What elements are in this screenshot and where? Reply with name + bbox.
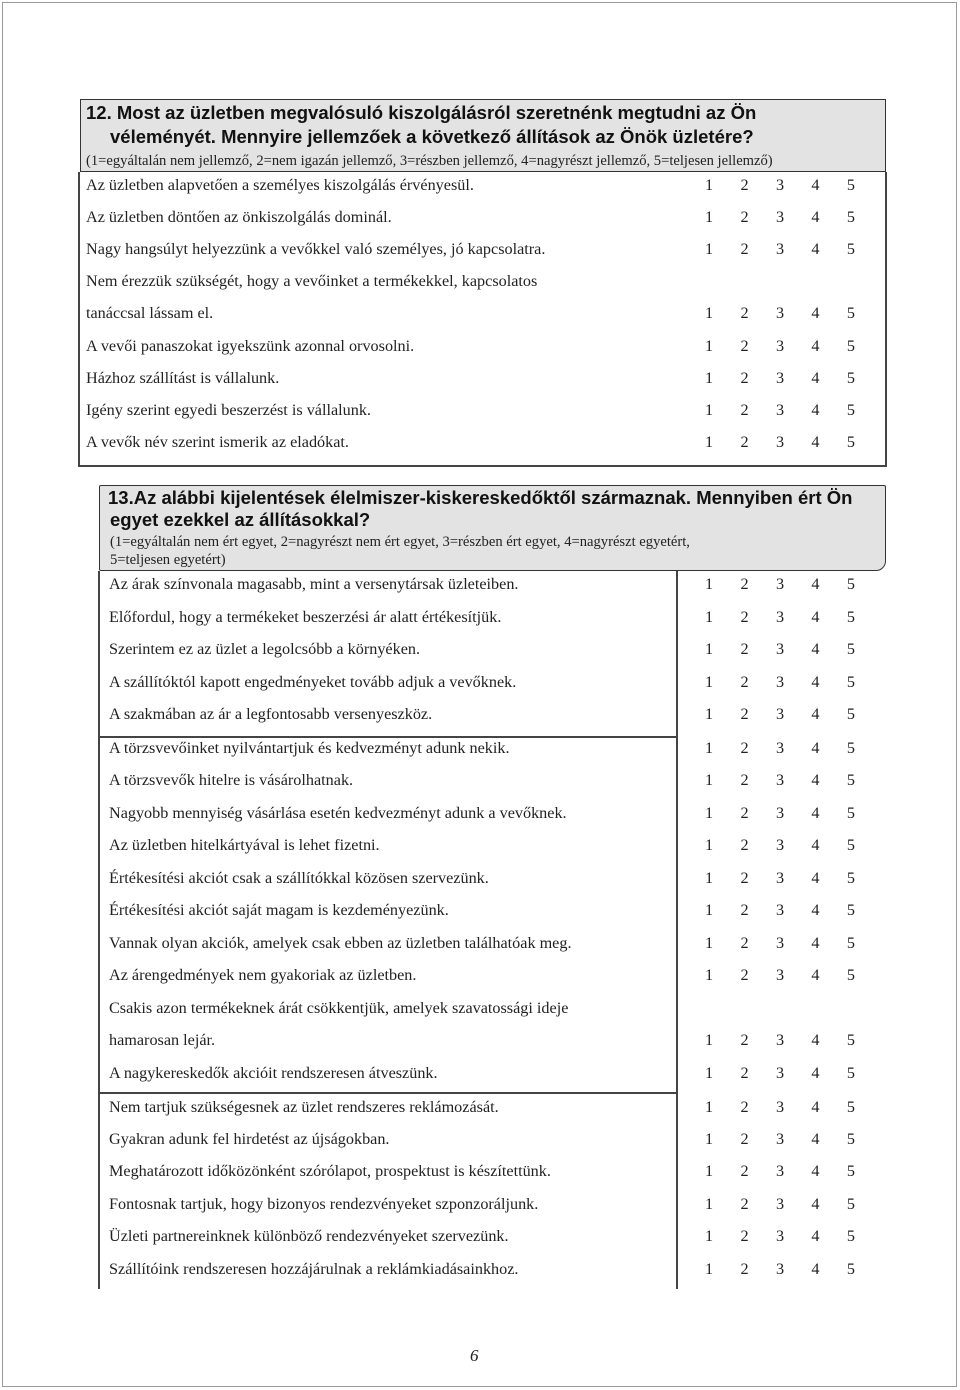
rating-scale (705, 1062, 855, 1084)
rating-option[interactable]: 4 (811, 208, 820, 226)
rating-scale (705, 335, 855, 357)
q13-statement: A szakmában az ár a legfontosabb versenyeszköz. (109, 705, 433, 723)
rating-option[interactable]: 2 (740, 575, 749, 593)
rating-option[interactable]: 3 (775, 1130, 785, 1148)
q13-statement: Csakis azon termékeknek árát csökkentjük, amelyek szavatossági ideje (109, 999, 569, 1017)
rating-option[interactable]: 4 (811, 1162, 820, 1180)
rating-option[interactable]: 5 (846, 304, 855, 322)
rating-option[interactable]: 4 (811, 337, 820, 355)
rating-option[interactable]: 5 (846, 836, 855, 854)
rating-option[interactable]: 1 (705, 869, 714, 887)
rating-option[interactable]: 4 (811, 705, 820, 723)
q13-statement: Az üzletben hitelkártyával is lehet fizetni. (109, 836, 380, 854)
rating-option[interactable]: 2 (740, 869, 749, 887)
rating-option[interactable]: 2 (740, 836, 749, 854)
rating-option[interactable]: 2 (740, 304, 749, 322)
q13-left-border (98, 571, 100, 1289)
rating-option[interactable]: 2 (740, 934, 749, 952)
rating-option[interactable]: 4 (811, 804, 820, 822)
rating-option[interactable]: 3 (775, 869, 785, 887)
rating-scale (705, 1193, 855, 1215)
rating-option[interactable]: 5 (846, 771, 855, 789)
rating-option[interactable]: 4 (811, 869, 820, 887)
rating-scale (705, 206, 855, 228)
rating-option[interactable]: 3 (775, 836, 785, 854)
rating-option[interactable]: 1 (705, 1130, 714, 1148)
rating-option[interactable]: 1 (705, 369, 714, 387)
rating-option[interactable]: 3 (775, 934, 785, 952)
rating-option[interactable]: 5 (846, 705, 855, 723)
rating-option[interactable]: 3 (775, 966, 785, 984)
rating-scale (705, 606, 855, 628)
q13-statement: Üzleti partnereinknek különböző rendezvényeket szervezünk. (109, 1227, 509, 1245)
rating-scale (705, 964, 855, 986)
q12-statement: Nem érezzük szükségét, hogy a vevőinket a termékekkel, kapcsolatos (86, 272, 538, 290)
q12-scale: (1=egyáltalán nem jellemző, 2=nem igazán jellemző, 3=részben jellemző, 4=nagyrészt jellemző, 5=teljesen jellemző) (86, 153, 773, 169)
q12-statement: A vevői panaszokat igyekszünk azonnal orvosolni. (86, 337, 415, 355)
rating-scale (705, 1225, 855, 1247)
q13-group-divider-2 (98, 1092, 677, 1094)
rating-option[interactable]: 2 (740, 433, 749, 451)
rating-option[interactable]: 2 (740, 1227, 749, 1245)
rating-option[interactable]: 5 (846, 673, 855, 691)
q12-right-border (885, 172, 887, 466)
rating-option[interactable]: 5 (846, 176, 855, 194)
q13-statement: A szállítóktól kapott engedményeket tovább adjuk a vevőknek. (109, 673, 517, 691)
rating-scale (705, 802, 855, 824)
rating-option[interactable]: 2 (740, 1031, 749, 1049)
rating-option[interactable]: 4 (811, 836, 820, 854)
rating-scale (705, 1258, 855, 1280)
rating-option[interactable]: 5 (846, 1064, 855, 1082)
rating-option[interactable]: 3 (775, 575, 785, 593)
rating-option[interactable]: 5 (846, 369, 855, 387)
rating-option[interactable]: 3 (775, 640, 785, 658)
rating-option[interactable]: 1 (705, 673, 714, 691)
rating-option[interactable]: 1 (705, 433, 714, 451)
rating-option[interactable]: 1 (705, 575, 714, 593)
q13-statement: hamarosan lejár. (109, 1031, 216, 1049)
rating-option[interactable]: 4 (811, 1227, 820, 1245)
rating-option[interactable]: 2 (740, 739, 749, 757)
rating-option[interactable]: 4 (811, 608, 820, 626)
q13-title-line1: 13.Az alábbi kijelentések élelmiszer-kiskereskedőktől származnak. Mennyiben ért Ön (108, 487, 853, 508)
rating-option[interactable]: 2 (740, 401, 749, 419)
rating-scale (705, 867, 855, 889)
rating-scale (705, 399, 855, 421)
q13-statement: Nagyobb mennyiség vásárlása esetén kedvezményt adunk a vevőknek. (109, 804, 567, 822)
rating-option[interactable]: 4 (811, 433, 820, 451)
rating-scale (705, 899, 855, 921)
q13-title-line2: egyet ezekkel az állításokkal? (110, 509, 371, 530)
rating-option[interactable]: 1 (705, 804, 714, 822)
rating-option[interactable]: 5 (846, 575, 855, 593)
rating-scale (705, 703, 855, 725)
rating-option[interactable]: 2 (740, 208, 749, 226)
rating-option[interactable]: 5 (846, 1260, 855, 1278)
rating-option[interactable]: 2 (740, 1064, 749, 1082)
rating-option[interactable]: 2 (740, 1195, 749, 1213)
rating-option[interactable]: 3 (775, 1260, 785, 1278)
q13-statement: Értékesítési akciót saját magam is kezdeményezünk. (109, 901, 449, 919)
rating-option[interactable]: 4 (811, 739, 820, 757)
rating-scale (705, 834, 855, 856)
rating-scale (705, 1096, 855, 1118)
q12-title-line1: 12. Most az üzletben megvalósuló kiszolgálásról szeretnénk megtudni az Ön (86, 102, 757, 123)
q12-statement: A vevők név szerint ismerik az eladókat. (86, 433, 349, 451)
rating-option[interactable]: 4 (811, 176, 820, 194)
rating-option[interactable]: 2 (740, 1260, 749, 1278)
rating-option[interactable]: 3 (775, 369, 785, 387)
q12-statement: Az üzletben döntően az önkiszolgálás dominál. (86, 208, 392, 226)
rating-option[interactable]: 5 (846, 337, 855, 355)
rating-option[interactable]: 2 (740, 1098, 749, 1116)
rating-scale (705, 932, 855, 954)
rating-option[interactable]: 3 (775, 771, 785, 789)
rating-option[interactable]: 5 (846, 208, 855, 226)
rating-option[interactable]: 5 (846, 433, 855, 451)
rating-scale (705, 302, 855, 324)
rating-option[interactable]: 2 (740, 901, 749, 919)
rating-option[interactable]: 2 (740, 804, 749, 822)
q13-statement: Fontosnak tartjuk, hogy bizonyos rendezvényeket szponzoráljunk. (109, 1195, 539, 1213)
rating-option[interactable]: 4 (811, 771, 820, 789)
rating-option[interactable]: 3 (775, 176, 785, 194)
q13-scale-line1: (1=egyáltalán nem ért egyet, 2=nagyrészt nem ért egyet, 3=részben ért egyet, 4=nagyrészt egyetért, (110, 534, 690, 550)
q13-statement: Nem tartjuk szükségesnek az üzlet rendszeres reklámozását. (109, 1098, 499, 1116)
rating-option[interactable]: 3 (775, 705, 785, 723)
rating-scale (705, 573, 855, 595)
rating-option[interactable]: 5 (846, 869, 855, 887)
rating-option[interactable]: 5 (846, 401, 855, 419)
rating-option[interactable]: 5 (846, 901, 855, 919)
q13-scale-line2: 5=teljesen egyetért) (110, 552, 226, 568)
rating-option[interactable]: 1 (705, 1162, 714, 1180)
rating-option[interactable]: 3 (775, 901, 785, 919)
rating-option[interactable]: 3 (775, 337, 785, 355)
rating-scale (705, 431, 855, 453)
rating-option[interactable]: 5 (846, 240, 855, 258)
rating-option[interactable]: 4 (811, 1064, 820, 1082)
q13-statement: Az árak színvonala magasabb, mint a versenytársak üzleteiben. (109, 575, 519, 593)
rating-option[interactable]: 5 (846, 1031, 855, 1049)
rating-option[interactable]: 4 (811, 401, 820, 419)
q13-statement: Vannak olyan akciók, amelyek csak ebben az üzletben találhatóak meg. (109, 934, 572, 952)
rating-option[interactable]: 3 (775, 401, 785, 419)
rating-option[interactable]: 1 (705, 1098, 714, 1116)
rating-option[interactable]: 1 (705, 1260, 714, 1278)
rating-option[interactable]: 5 (846, 1195, 855, 1213)
q13-statement: Előfordul, hogy a termékeket beszerzési ár alatt értékesítjük. (109, 608, 502, 626)
rating-option[interactable]: 2 (740, 176, 749, 194)
rating-option[interactable]: 4 (811, 640, 820, 658)
rating-option[interactable]: 5 (846, 1098, 855, 1116)
q12-statement: tanáccsal lássam el. (86, 304, 214, 322)
rating-option[interactable]: 1 (705, 1031, 714, 1049)
rating-option[interactable]: 4 (811, 1260, 820, 1278)
q12-left-border (78, 172, 80, 466)
page-number: 6 (470, 1346, 479, 1365)
rating-option[interactable]: 3 (775, 304, 785, 322)
rating-option[interactable]: 4 (811, 966, 820, 984)
rating-option[interactable]: 2 (740, 240, 749, 258)
rating-option[interactable]: 2 (740, 1162, 749, 1180)
rating-option[interactable]: 1 (705, 337, 714, 355)
q12-statement: Igény szerint egyedi beszerzést is vállalunk. (86, 401, 371, 419)
rating-option[interactable]: 1 (705, 901, 714, 919)
rating-option[interactable]: 1 (705, 771, 714, 789)
q12-statement: Nagy hangsúlyt helyezzünk a vevőkkel való személyes, jó kapcsolatra. (86, 240, 546, 258)
rating-option[interactable]: 3 (775, 673, 785, 691)
rating-option[interactable]: 2 (740, 608, 749, 626)
rating-option[interactable]: 3 (775, 608, 785, 626)
rating-option[interactable]: 5 (846, 934, 855, 952)
rating-option[interactable]: 2 (740, 673, 749, 691)
rating-option[interactable]: 4 (811, 304, 820, 322)
rating-scale (705, 367, 855, 389)
rating-option[interactable]: 1 (705, 401, 714, 419)
rating-scale (705, 769, 855, 791)
rating-option[interactable]: 1 (705, 240, 714, 258)
rating-option[interactable]: 3 (775, 208, 785, 226)
rating-option[interactable]: 1 (705, 836, 714, 854)
rating-scale (705, 638, 855, 660)
rating-scale (705, 238, 855, 260)
rating-option[interactable]: 3 (775, 804, 785, 822)
rating-option[interactable]: 5 (846, 1162, 855, 1180)
q13-statement: A nagykereskedők akcióit rendszeresen átveszünk. (109, 1064, 438, 1082)
rating-option[interactable]: 4 (811, 1130, 820, 1148)
rating-option[interactable]: 1 (705, 1064, 714, 1082)
rating-option[interactable]: 4 (811, 1098, 820, 1116)
rating-scale (705, 737, 855, 759)
rating-option[interactable]: 5 (846, 804, 855, 822)
rating-option[interactable]: 2 (740, 640, 749, 658)
rating-scale (705, 1160, 855, 1182)
rating-option[interactable]: 5 (846, 966, 855, 984)
q13-statement: Szállítóink rendszeresen hozzájárulnak a reklámkiadásainkhoz. (109, 1260, 519, 1278)
rating-option[interactable]: 2 (740, 369, 749, 387)
rating-option[interactable]: 2 (740, 966, 749, 984)
rating-option[interactable]: 3 (775, 240, 785, 258)
q12-statement: Az üzletben alapvetően a személyes kiszolgálás érvényesül. (86, 176, 474, 194)
rating-option[interactable]: 4 (811, 369, 820, 387)
q12-statement: Házhoz szállítást is vállalunk. (86, 369, 280, 387)
q13-statement: A törzsvevők hitelre is vásárolhatnak. (109, 771, 354, 789)
rating-option[interactable]: 5 (846, 640, 855, 658)
q13-statement: Meghatározott időközönként szórólapot, prospektust is készítettünk. (109, 1162, 551, 1180)
rating-option[interactable]: 1 (705, 176, 714, 194)
rating-scale (705, 1029, 855, 1051)
q12-title-line2: véleményét. Mennyire jellemzőek a következő állítások az Önök üzletére? (110, 126, 754, 147)
rating-option[interactable]: 4 (811, 575, 820, 593)
rating-option[interactable]: 1 (705, 705, 714, 723)
rating-option[interactable]: 1 (705, 304, 714, 322)
rating-option[interactable]: 3 (775, 1064, 785, 1082)
rating-option[interactable]: 4 (811, 1195, 820, 1213)
rating-option[interactable]: 2 (740, 337, 749, 355)
rating-option[interactable]: 4 (811, 673, 820, 691)
rating-option[interactable]: 2 (740, 705, 749, 723)
rating-option[interactable]: 1 (705, 739, 714, 757)
rating-option[interactable]: 3 (775, 433, 785, 451)
rating-option[interactable]: 1 (705, 1227, 714, 1245)
rating-option[interactable]: 1 (705, 934, 714, 952)
q13-statement: Az árengedmények nem gyakoriak az üzletben. (109, 966, 417, 984)
rating-option[interactable]: 1 (705, 608, 714, 626)
rating-option[interactable]: 4 (811, 240, 820, 258)
rating-option[interactable]: 5 (846, 1227, 855, 1245)
rating-option[interactable]: 5 (846, 608, 855, 626)
q13-column-divider (676, 571, 678, 1289)
rating-option[interactable]: 3 (775, 1227, 785, 1245)
rating-option[interactable]: 5 (846, 739, 855, 757)
rating-option[interactable]: 1 (705, 208, 714, 226)
rating-scale (705, 671, 855, 693)
rating-option[interactable]: 1 (705, 1195, 714, 1213)
rating-option[interactable]: 5 (846, 1130, 855, 1148)
rating-option[interactable]: 3 (775, 739, 785, 757)
rating-scale (705, 174, 855, 196)
q13-statement: Értékesítési akciót csak a szállítókkal közösen szervezünk. (109, 869, 489, 887)
rating-option[interactable]: 1 (705, 966, 714, 984)
rating-option[interactable]: 2 (740, 1130, 749, 1148)
rating-option[interactable]: 3 (775, 1031, 785, 1049)
rating-option[interactable]: 4 (811, 934, 820, 952)
rating-option[interactable]: 3 (775, 1162, 785, 1180)
q12-bottom-border (78, 465, 887, 467)
rating-option[interactable]: 1 (705, 640, 714, 658)
rating-option[interactable]: 3 (775, 1195, 785, 1213)
rating-option[interactable]: 4 (811, 1031, 820, 1049)
q13-statement: A törzsvevőinket nyilvántartjuk és kedvezményt adunk nekik. (109, 739, 510, 757)
q13-statement: Szerintem ez az üzlet a legolcsóbb a környéken. (109, 640, 421, 658)
q13-statement: Gyakran adunk fel hirdetést az újságokban. (109, 1130, 390, 1148)
rating-scale (705, 1128, 855, 1150)
rating-option[interactable]: 3 (775, 1098, 785, 1116)
rating-option[interactable]: 2 (740, 771, 749, 789)
rating-option[interactable]: 4 (811, 901, 820, 919)
